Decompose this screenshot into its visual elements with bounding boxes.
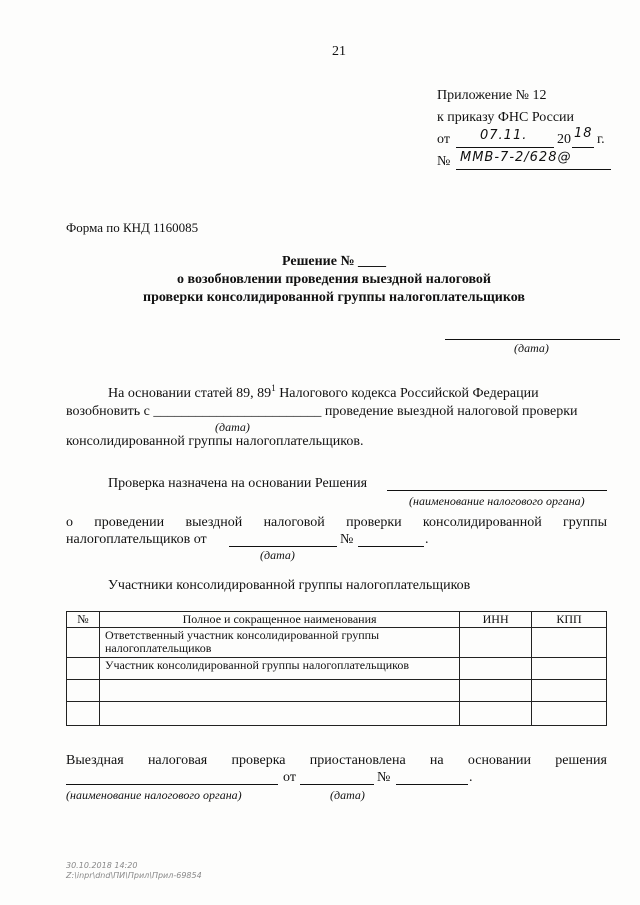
appendix-line-2: к приказу ФНС России [437,110,575,125]
suspension-number-underline [396,784,468,785]
suspension-ot: от [283,770,296,785]
table-cell [460,702,532,726]
page-number: 21 [332,44,346,59]
appendix-year-suffix: г. [597,132,605,147]
resume-date-caption: (дата) [215,420,250,434]
suspension-authority-caption: (наименование налогового органа) [66,788,242,802]
table-cell [67,702,100,726]
appointment-number-underline [358,546,424,547]
table-row [67,702,607,726]
appendix-number-underline [456,169,611,170]
participants-heading: Участники консолидированной группы налогоплательщиков [108,578,471,593]
appointment-line-3-text: налогоплательщиков от [66,532,207,547]
appendix-date-underline [456,147,554,148]
table-cell [99,702,459,726]
appointment-line-end: . [425,532,429,547]
suspension-line-1: Выездная налоговая проверка приостановлена на основании решения [66,753,607,768]
table-cell [532,628,607,658]
tax-authority-underline [387,490,607,491]
table-header-row [67,612,607,628]
title-line-1: Решение № ____ [281,254,387,269]
table-cell [460,628,532,658]
header-name: Полное и сокращенное наименования [99,612,459,628]
basis-line-1: На основании статей 89, $89^1$ Налогового кодекса Российской Федерации [108,383,539,401]
appendix-date-prefix: от [437,132,450,147]
basis-line-3: консолидированной группы налогоплательщиков. [66,434,364,449]
footer-path: Z:\inpr\dnd\ПИ\Прил\Прил-69854 [66,871,202,880]
title-line-3: проверки консолидированной группы налогоплательщиков [143,290,525,305]
table-row [67,658,607,680]
appointment-no-sign: № [340,532,354,547]
participants-table [66,611,607,726]
header-number: № [67,612,100,628]
appendix-year-underline [572,147,594,148]
resume-date-blank: ________________________ [153,404,322,419]
suspension-date-caption: (дата) [330,788,365,802]
table-cell [99,680,459,702]
form-code: Форма по КНД 1160085 [66,220,199,235]
title-line-2: о возобновлении проведения выездной налоговой [177,272,491,287]
table-cell [67,658,100,680]
footer-timestamp: 30.10.2018 14:20 [66,861,138,870]
appendix-date-handwritten: 07.11. [480,128,528,143]
table-cell [67,628,100,658]
suspension-authority-underline [66,784,278,785]
appendix-line-1: Приложение № 12 [437,88,547,103]
table-cell [532,702,607,726]
table-cell [532,658,607,680]
table-row [67,680,607,702]
appendix-year-handwritten: 18 [574,126,593,141]
suspension-date-underline [300,784,374,785]
appendix-number-prefix: № [437,154,451,169]
suspension-no-sign: № [377,770,391,785]
table-cell: Ответственный участник консолидированной группы налогоплательщиков [99,628,459,658]
basis-line-2: возобновить с ________________________ проведение выездной налоговой проверки [66,404,578,419]
decision-date-line [445,339,620,340]
appendix-number-handwritten: ММВ-7-2/628@ [460,150,572,165]
appointment-date-caption: (дата) [260,548,295,562]
decision-date-caption: (дата) [514,341,549,355]
appendix-year-prefix: 20 [557,132,571,147]
table-row [67,628,607,658]
table-cell [67,680,100,702]
appointment-line-1: Проверка назначена на основании Решения [108,476,368,491]
header-inn: ИНН [460,612,532,628]
suspension-line-end: . [469,770,473,785]
table-cell [460,680,532,702]
table-cell [460,658,532,680]
table-cell [532,680,607,702]
header-kpp: КПП [532,612,607,628]
appointment-date-underline [229,546,337,547]
appointment-line-2: о проведении выездной налоговой проверки консолидированной группы [66,515,607,530]
tax-authority-caption: (наименование налогового органа) [409,494,585,508]
table-cell: Участник консолидированной группы налогоплательщиков [99,658,459,680]
